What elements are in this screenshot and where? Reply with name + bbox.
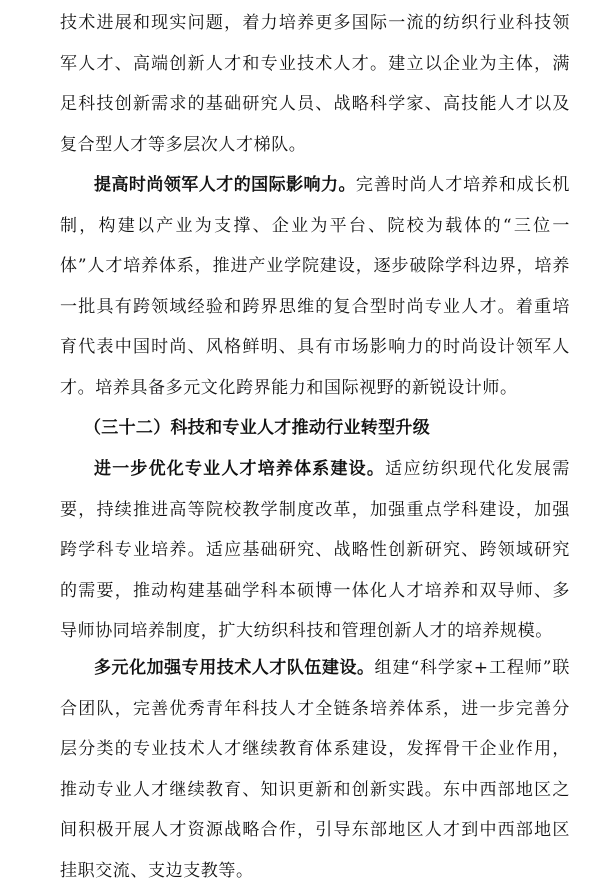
paragraph-text: 完善时尚人才培养和成长机制，构建以产业为支撑、企业为平台、院校为载体的“三位一体”人才培养体系，推进产业学院建设，逐步破除学科边界，培养一批具有跨领域经验和跨界思维的复合型时尚专业人才。着重培育代表中国时尚、风格鲜明、具有市场影响力的时尚设计领军人才。培养具备多元文化跨界能力和国际视野的新锐设计师。 [60, 175, 570, 398]
paragraph-lead: 多元化加强专用技术人才队伍建设。 [94, 658, 375, 678]
paragraph-lead: 进一步优化专业人才培养体系建设。 [94, 459, 386, 479]
paragraph-text: 组建“科学家+工程师”联合团队，完善优秀青年科技人才全链条培养体系，进一步完善分层分类的专业技术人才继续教育体系建设，发挥骨干企业作用，推动专业人才继续教育、知识更新和创新实践。东中西部地区之间积极开展人才资源战略合作，引导东部地区人才到中西部地区挂职交流、支边支教等。 [60, 658, 570, 881]
paragraph-professional-training [60, 449, 570, 652]
paragraph-text: 适应纺织现代化发展需要，持续推进高等院校教学制度改革，加强重点学科建设，加强跨学科专业培养。适应基础研究、战略性创新研究、跨领域研究的需要，推动构建基础学科本硕博一体化人才培养和双导师、多导师协同培养制度，扩大纺织科技和管理创新人才的培养规模。 [60, 459, 571, 641]
section-heading: （三十二）科技和专业人才推动行业转型升级 [84, 418, 430, 438]
paragraph-text: 技术进展和现实问题，着力培养更多国际一流的纺织行业科技领军人才、高端创新人才和专业技术人才。建立以企业为主体，满足科技创新需求的基础研究人员、战略科学家、高技能人才以及复合型人才等多层次人才梯队。 [60, 13, 570, 155]
paragraph-fashion-talent [60, 165, 570, 408]
paragraph-technical-talent [60, 648, 570, 891]
paragraph-talent-teams [60, 3, 570, 165]
paragraph-lead: 提高时尚领军人才的国际影响力。 [94, 175, 356, 195]
